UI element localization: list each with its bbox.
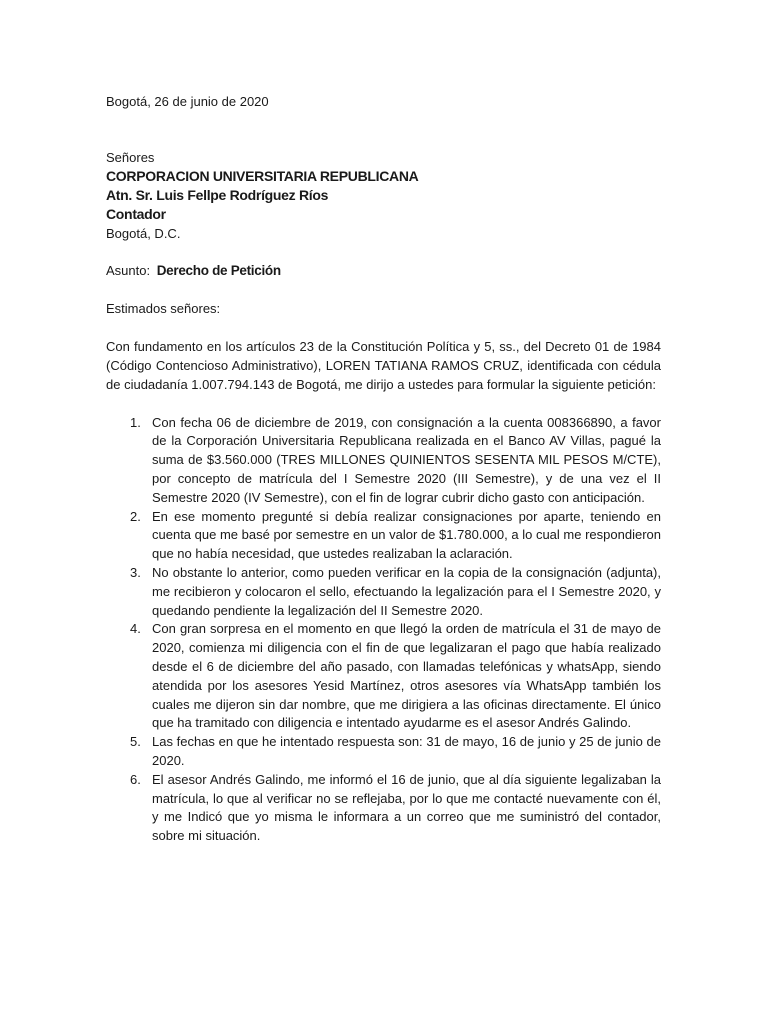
list-item-number: 3. (130, 564, 141, 580)
list-item-number: 6. (130, 771, 141, 787)
recipient-role: Contador (106, 206, 166, 222)
recipient-organization: CORPORACION UNIVERSITARIA REPUBLICANA (106, 168, 419, 184)
list-item-number: 2. (130, 508, 141, 524)
list-item-text: En ese momento pregunté si debía realizar consignaciones por aparte, teniendo en cuenta que me basé por semestre en un valor de $1.780.000, a lo cual me respondieron que no había necesidad, que ustedes realizaban la aclaración. (152, 508, 661, 562)
list-item (130, 620, 661, 733)
list-item-number: 4. (130, 621, 141, 637)
subject-line (106, 261, 661, 280)
list-item (130, 771, 661, 846)
recipient-salutation: Señores (106, 150, 155, 165)
list-item (130, 508, 661, 564)
list-item (130, 564, 661, 620)
list-item-number: 5. (130, 734, 141, 750)
subject-label: Asunto: (106, 263, 151, 278)
recipient-city: Bogotá, D.C. (106, 226, 181, 241)
letter-page (106, 92, 661, 846)
list-item-text: El asesor Andrés Galindo, me informó el 16 de junio, que al día siguiente legalizaban la matrícula, lo que al verificar no se reflejaba, por lo que me contacté nuevamente con él, y me Indicó que yo misma le informara a un correo que me suministró del contador, sobre mi situación. (152, 771, 661, 844)
greeting: Estimados señores: (106, 301, 221, 316)
list-item-text: Con fecha 06 de diciembre de 2019, con consignación a la cuenta 008366890, a favor de la Corporación Universitaria Republicana realizada en el Banco AV Villas, pagué la suma de $3.560.000 (TRES MILLONES QUINIENTOS SESENTA MIL PESOS M/CTE), por concepto de matrícula del I Semestre 2020 (III Semestre), y de una vez el II Semestre 2020 (IV Semestre), con el fin de lograr cubrir dicho gasto con anticipación. (152, 414, 661, 505)
list-item-text: No obstante lo anterior, como pueden verificar en la copia de la consignación (adjunta), me recibieron y colocaron el sello, efectuando la legalización para el I Semestre 2020, y quedando pendiente la legalización del II Semestre 2020. (152, 564, 661, 618)
list-item (130, 414, 661, 508)
list-item (130, 733, 661, 771)
list-item-number: 1. (130, 414, 141, 430)
intro-paragraph: Con fundamento en los artículos 23 de la Constitución Política y 5, ss., del Decreto 01 de 1984 (Código Contencioso Administrativo), LOREN TATIANA RAMOS CRUZ, identificada con cédula de ciudadanía 1.007.794.143 de Bogotá, me dirijo a ustedes para formular la siguiente petición: (106, 339, 661, 393)
date-line: Bogotá, 26 de junio de 2020 (106, 94, 269, 109)
list-item-text: Con gran sorpresa en el momento en que llegó la orden de matrícula el 31 de mayo de 2020, comienza mi diligencia con el fin de que legalizaran el pago que había realizado desde el 6 de diciembre del año pasado, con llamadas telefónicas y whatsApp, siendo atendida por los asesores Yesid Martínez, otros asesores vía WhatsApp también los cuales me dijeron sin dar nombre, que me dirigiera a las oficinas directamente. El único que ha tramitado con diligencia e intentado ayudarme es el asesor Andrés Galindo. (152, 621, 661, 731)
recipient-attention: Atn. Sr. Luis Fellpe Rodríguez Ríos (106, 187, 329, 203)
petition-list (106, 414, 661, 846)
subject-value: Derecho de Petición (156, 263, 281, 278)
recipient-block (106, 148, 661, 243)
list-item-text: Las fechas en que he intentado respuesta son: 31 de mayo, 16 de junio y 25 de junio de 2020. (152, 734, 661, 768)
